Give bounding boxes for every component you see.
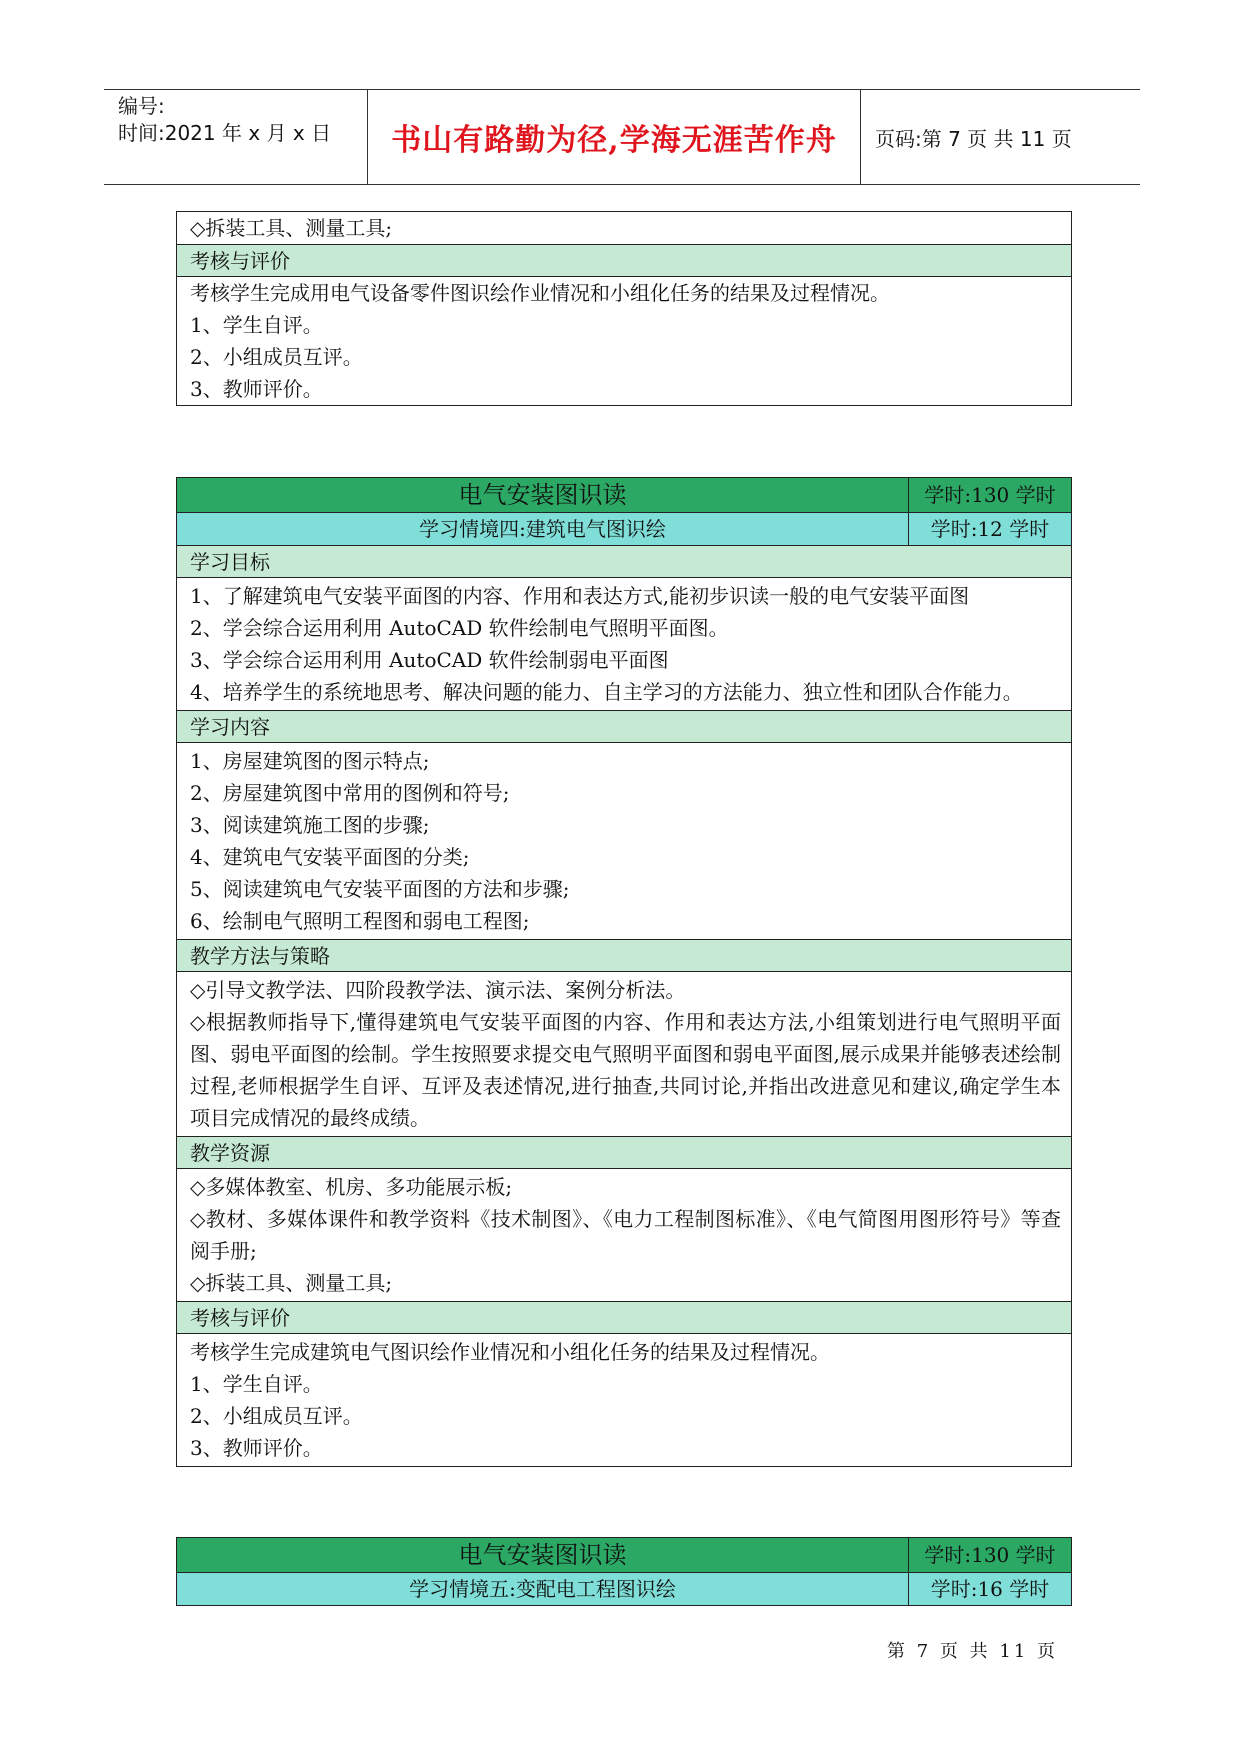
scenario-five-table xyxy=(176,1537,1072,1606)
assess-item: 2、小组成员互评。 xyxy=(190,1404,363,1428)
course-title-row xyxy=(177,478,1071,512)
tools-line: ◇拆装工具、测量工具; xyxy=(190,216,393,240)
assess-item: 2、小组成员互评。 xyxy=(190,345,363,369)
goal-item: 3、学会综合运用利用 AutoCAD 软件绘制弱电平面图 xyxy=(190,648,669,672)
scenario-hours: 学时:12 学时 xyxy=(909,513,1071,545)
goal-item: 4、培养学生的系统地思考、解决问题的能力、自主学习的方法能力、独立性和团队合作能力。 xyxy=(190,680,1023,704)
methods-section-header: 教学方法与策略 xyxy=(177,939,1071,971)
serial-label: 编号: xyxy=(118,94,165,118)
goal-item: 2、学会综合运用利用 AutoCAD 软件绘制电气照明平面图。 xyxy=(190,616,729,640)
page-header xyxy=(104,89,1140,185)
continuation-table xyxy=(176,211,1072,406)
scenario-title-row xyxy=(177,1572,1071,1605)
header-page-code: 页码:第 7 页 共 11 页 xyxy=(875,126,1072,151)
content-item: 5、阅读建筑电气安装平面图的方法和步骤; xyxy=(190,877,570,901)
resource-item: ◇多媒体教室、机房、多功能展示板; xyxy=(190,1175,513,1199)
goals-section-body xyxy=(177,577,1071,710)
content-item: 4、建筑电气安装平面图的分类; xyxy=(190,845,470,869)
assess-item: 3、教师评价。 xyxy=(190,377,323,401)
assess-section-header: 考核与评价 xyxy=(177,1301,1071,1333)
page-footer: 第 7 页 共 11 页 xyxy=(887,1641,1058,1662)
header-left-cell xyxy=(104,90,368,184)
course-hours: 学时:130 学时 xyxy=(909,478,1071,512)
scenario-title: 学习情境五:变配电工程图识绘 xyxy=(177,1573,909,1605)
resource-item: ◇教材、多媒体课件和教学资料《技术制图》、《电力工程制图标准》、《电气简图用图形符号》等查阅手册; xyxy=(190,1207,1061,1263)
resources-section-header: 教学资源 xyxy=(177,1136,1071,1168)
scenario-title: 学习情境四:建筑电气图识绘 xyxy=(177,513,909,545)
method-item: ◇根据教师指导下,懂得建筑电气安装平面图的内容、作用和表达方法,小组策划进行电气照明平面图、弱电平面图的绘制。学生按照要求提交电气照明平面图和弱电平面图,展示成果并能够表述绘制过程,老师根据学生自评、互评及表述情况,进行抽查,共同讨论,并指出改进意见和建议,确定学生本项目完成情况的最终成绩。 xyxy=(190,1010,1061,1130)
content-item: 3、阅读建筑施工图的步骤; xyxy=(190,813,430,837)
course-title-row xyxy=(177,1538,1071,1572)
assess-section-header: 考核与评价 xyxy=(177,244,1071,276)
assess-item: 1、学生自评。 xyxy=(190,1372,323,1396)
scenario-four-table xyxy=(176,477,1072,1467)
content-section-body xyxy=(177,742,1071,939)
assess-item: 3、教师评价。 xyxy=(190,1436,323,1460)
header-motto: 书山有路勤为径,学海无涯苦作舟 xyxy=(368,90,861,184)
course-title: 电气安装图识读 xyxy=(177,1538,909,1572)
assess-section-body xyxy=(177,276,1071,405)
scenario-hours: 学时:16 学时 xyxy=(909,1573,1071,1605)
assess-item: 1、学生自评。 xyxy=(190,313,323,337)
goal-item: 1、了解建筑电气安装平面图的内容、作用和表达方式,能初步识读一般的电气安装平面图 xyxy=(190,584,970,608)
method-item: ◇引导文教学法、四阶段教学法、演示法、案例分析法。 xyxy=(190,978,686,1002)
assess-section-body xyxy=(177,1333,1071,1466)
content-item: 1、房屋建筑图的图示特点; xyxy=(190,749,430,773)
methods-section-body xyxy=(177,971,1071,1136)
content-item: 2、房屋建筑图中常用的图例和符号; xyxy=(190,781,510,805)
resource-item: ◇拆装工具、测量工具; xyxy=(190,1271,393,1295)
resources-section-body xyxy=(177,1168,1071,1301)
content-item: 6、绘制电气照明工程图和弱电工程图; xyxy=(190,909,530,933)
content-section-header: 学习内容 xyxy=(177,710,1071,742)
assess-description: 考核学生完成用电气设备零件图识绘作业情况和小组化任务的结果及过程情况。 xyxy=(190,281,890,305)
assess-description: 考核学生完成建筑电气图识绘作业情况和小组化任务的结果及过程情况。 xyxy=(190,1340,830,1364)
scenario-title-row xyxy=(177,512,1071,545)
course-hours: 学时:130 学时 xyxy=(909,1538,1071,1572)
course-title: 电气安装图识读 xyxy=(177,478,909,512)
goals-section-header: 学习目标 xyxy=(177,545,1071,577)
time-label: 时间:2021 年 x 月 x 日 xyxy=(118,121,332,145)
